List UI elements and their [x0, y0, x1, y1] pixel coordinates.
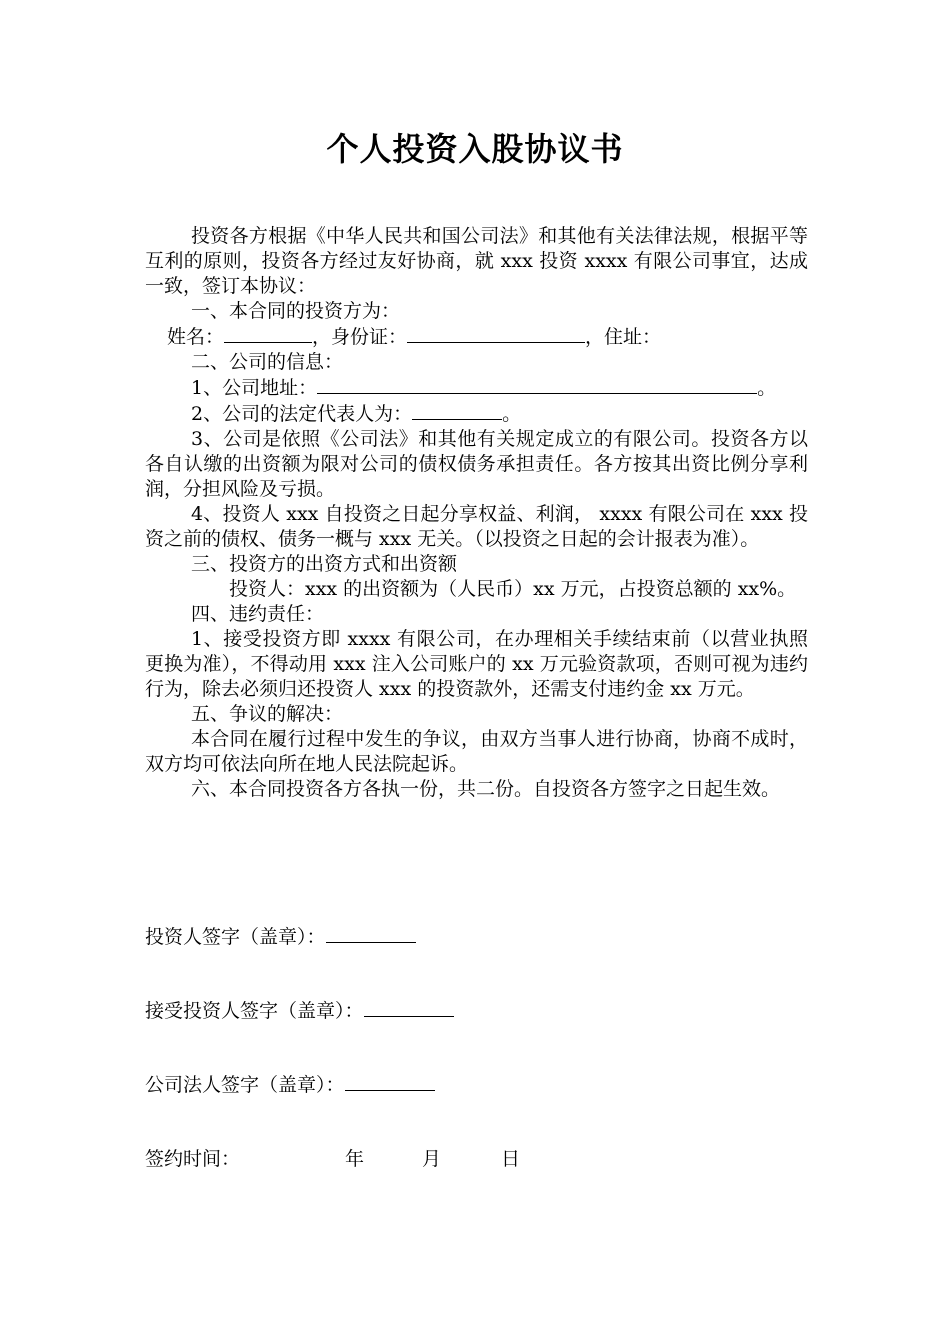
sign-date-line	[145, 1144, 808, 1171]
name-label: 姓名：	[167, 326, 225, 348]
dispute-paragraph: 本合同在履行过程中发生的争议，由双方当事人进行协商，协商不成时，双方均可依法向所在地人民法院起诉。	[145, 728, 808, 775]
contribution-paragraph: 投资人：xxx 的出资额为（人民币）xx 万元，占投资总额的 xx%。	[229, 578, 797, 600]
breach-paragraph: 1、接受投资方即 xxxx 有限公司，在办理相关手续结束前（以营业执照更换为准），不得动用 xxx 注入公司账户的 xx 万元验资款项，否则可视为违约行为，除去必须归还投资人 xxx 的投资款外，还需支付违约金 xx 万元。	[145, 628, 808, 700]
investor-signature-blank	[326, 924, 416, 943]
legal-rep-end: 。	[502, 403, 522, 425]
investor-signature-line	[145, 922, 808, 949]
legal-rep-blank	[412, 401, 502, 420]
legal-person-signature-line	[145, 1070, 808, 1097]
name-blank	[224, 324, 312, 343]
company-address-blank	[317, 375, 757, 394]
section-1-heading: 一、本合同的投资方为：	[191, 300, 401, 322]
receiver-signature-blank	[364, 998, 454, 1017]
sign-date-label: 签约时间：	[145, 1148, 241, 1170]
date-year: 年	[345, 1148, 365, 1170]
section-3-heading: 三、投资方的出资方式和出资额	[191, 553, 458, 575]
legal-rep-label: 2、公司的法定代表人为：	[191, 403, 413, 425]
agreement-body	[145, 224, 808, 802]
legal-person-signature-label: 公司法人签字（盖章）：	[145, 1074, 345, 1096]
section-5-heading: 五、争议的解决：	[191, 703, 344, 725]
date-month: 月	[422, 1148, 442, 1170]
id-blank	[407, 324, 585, 343]
receiver-signature-line	[145, 996, 808, 1023]
document-title: 个人投资入股协议书	[326, 130, 624, 168]
company-address-label: 1、公司地址：	[191, 377, 318, 399]
intro-paragraph: 投资各方根据《中华人民共和国公司法》和其他有关法律法规，根据平等互利的原则，投资各方经过友好协商，就 xxx 投资 xxxx 有限公司事宜，达成一致，签订本协议：	[145, 225, 808, 297]
section-2-heading: 二、公司的信息：	[191, 351, 344, 373]
section-4-heading: 四、违约责任：	[191, 603, 325, 625]
investor-signature-label: 投资人签字（盖章）：	[145, 926, 326, 948]
investor-info-line	[145, 324, 808, 350]
company-address-end: 。	[757, 377, 777, 399]
legal-rep-line	[145, 401, 808, 427]
id-label: ，身份证：	[312, 326, 408, 348]
company-liability-paragraph: 3、公司是依照《公司法》和其他有关规定成立的有限公司。投资各方以各自认缴的出资额为限对公司的债权债务承担责任。各方按其出资比例分享利润，分担风险及亏损。	[145, 428, 808, 500]
legal-person-signature-blank	[345, 1072, 435, 1091]
date-day: 日	[501, 1148, 521, 1170]
effectiveness-paragraph: 六、本合同投资各方各执一份，共二份。自投资各方签字之日起生效。	[191, 778, 781, 800]
company-address-line	[145, 375, 808, 401]
receiver-signature-label: 接受投资人签字（盖章）：	[145, 1000, 364, 1022]
investor-rights-paragraph: 4、投资人 xxx 自投资之日起分享权益、利润， xxxx 有限公司在 xxx 投资之前的债权、债务一概与 xxx 无关。（以投资之日起的会计报表为准）。	[145, 503, 808, 550]
address-label: ，住址：	[585, 326, 662, 348]
